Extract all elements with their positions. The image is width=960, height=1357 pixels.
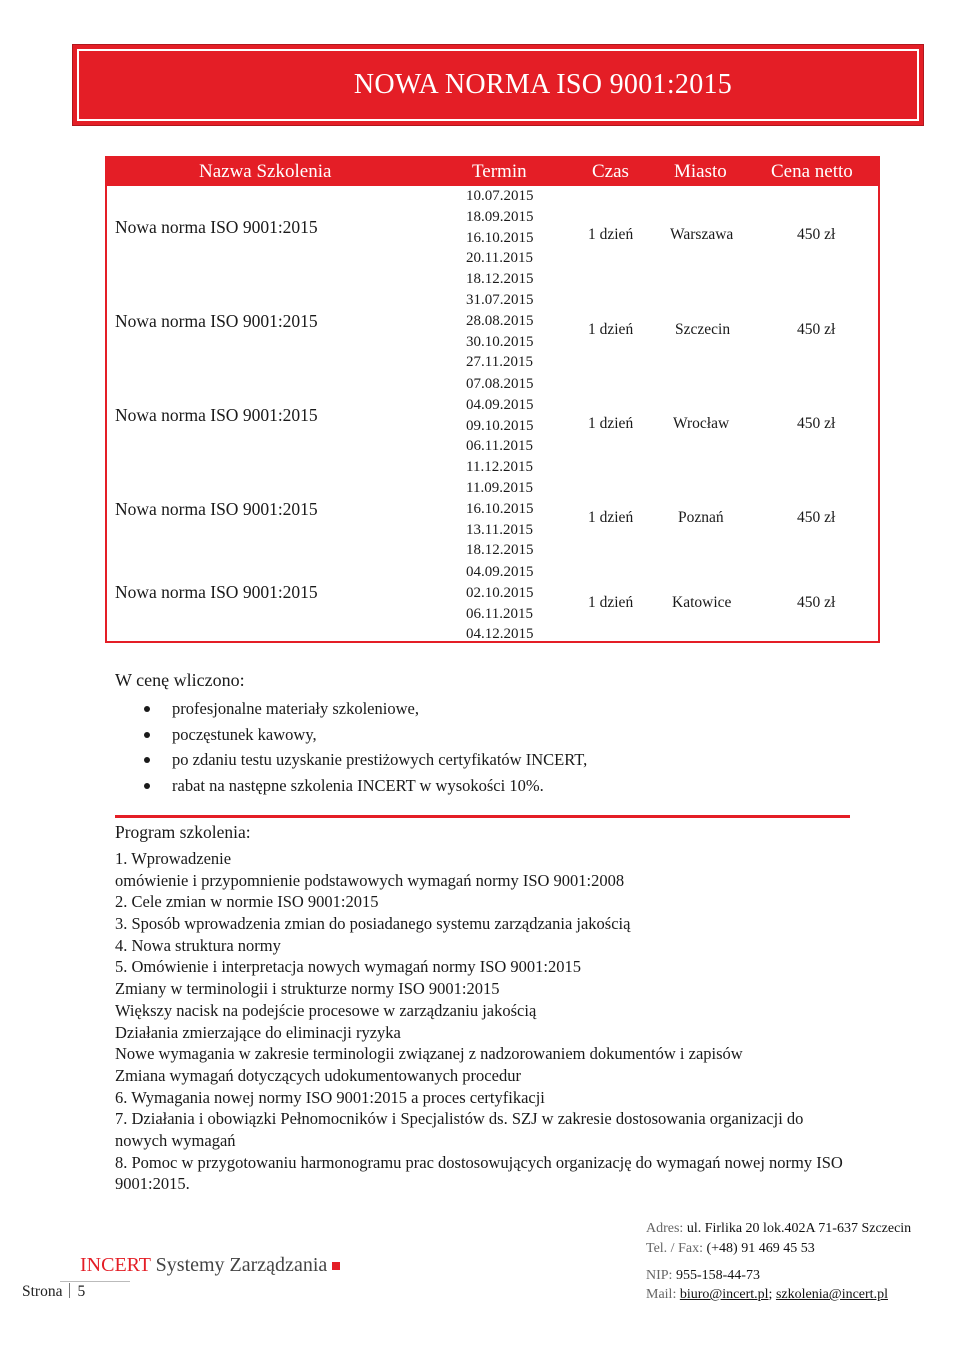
mail-label: Mail:	[646, 1287, 677, 1302]
date-item: 18.09.2015	[466, 208, 534, 225]
title-banner-frame	[77, 49, 919, 121]
duration: 1 dzień	[588, 509, 634, 526]
page-value: 5	[77, 1283, 86, 1300]
table-row	[107, 562, 878, 643]
date-item: 18.12.2015	[466, 542, 534, 559]
address-value: ul. Firlika 20 lok.402A 71-637 Szczecin	[686, 1221, 912, 1236]
company-logo	[80, 1254, 340, 1277]
list-item: rabat na następne szkolenia INCERT w wysokości 10%.	[142, 773, 587, 799]
program-line: Zmiana wymagań dotyczących udokumentowanych procedur	[115, 1065, 521, 1085]
price: 450 zł	[797, 594, 836, 611]
table-row	[107, 186, 878, 290]
mail-separator: ;	[768, 1287, 773, 1302]
contact-nip	[646, 1268, 760, 1284]
date-item: 06.11.2015	[466, 438, 533, 455]
mail-link-biuro[interactable]: biuro@incert.pl	[679, 1287, 769, 1302]
duration: 1 dzień	[588, 594, 634, 611]
program-line: 1. Wprowadzenie	[115, 849, 232, 868]
date-list	[466, 562, 546, 645]
date-item: 30.10.2015	[466, 333, 534, 350]
city: Poznań	[678, 509, 724, 526]
program-line: 6. Wymagania nowej normy ISO 9001:2015 a proces certyfikacji	[115, 1087, 545, 1107]
table-row	[107, 290, 878, 374]
program-line: 4. Nowa struktura normy	[115, 935, 281, 955]
price: 450 zł	[797, 226, 836, 243]
price: 450 zł	[797, 321, 836, 338]
city: Wrocław	[673, 415, 730, 432]
date-item: 20.11.2015	[466, 250, 533, 267]
program-line: 8. Pomoc w przygotowaniu harmonogramu prac dostosowujących organizację do wymagań nowej normy ISO 9001:2015.	[115, 1152, 843, 1194]
training-name: Nowa norma ISO 9001:2015	[115, 582, 318, 602]
date-item: 11.09.2015	[466, 480, 533, 496]
date-list	[466, 290, 546, 373]
date-item: 10.07.2015	[466, 188, 534, 204]
nip-value: 955-158-44-73	[675, 1268, 760, 1283]
table-row	[107, 478, 878, 562]
nip-label: NIP:	[646, 1268, 673, 1283]
title-banner	[72, 44, 924, 126]
contact-phone	[646, 1241, 815, 1257]
page-separator	[69, 1283, 70, 1298]
document-title: NOWA NORMA ISO 9001:2015	[353, 69, 733, 100]
date-item: 27.11.2015	[466, 354, 533, 371]
program-line: Większy nacisk na podejście procesowe w zarządzaniu jakością	[115, 1000, 537, 1020]
section-divider	[115, 815, 850, 818]
duration: 1 dzień	[588, 415, 634, 432]
program-line: omówienie i przypomnienie podstawowych wymagań normy ISO 9001:2008	[115, 870, 625, 890]
included-list	[142, 696, 587, 799]
price: 450 zł	[797, 509, 836, 526]
header-price: Cena netto	[771, 161, 853, 182]
program-line: 3. Sposób wprowadzenia zmian do posiadanego systemu zarządzania jakością	[115, 914, 631, 934]
list-item: poczęstunek kawowy,	[142, 722, 587, 748]
training-name: Nowa norma ISO 9001:2015	[115, 405, 318, 425]
date-item: 11.12.2015	[466, 459, 533, 476]
footer-divider	[60, 1281, 130, 1282]
mail-link-szkolenia[interactable]: szkolenia@incert.pl	[775, 1287, 888, 1302]
date-item: 31.07.2015	[466, 292, 534, 308]
header-city: Miasto	[674, 161, 727, 182]
address-label: Adres:	[646, 1221, 684, 1236]
date-list	[466, 186, 546, 290]
city: Warszawa	[670, 226, 734, 243]
list-item: po zdaniu testu uzyskanie prestiżowych certyfikatów INCERT,	[142, 747, 587, 773]
date-list	[466, 374, 546, 478]
table-row	[107, 374, 878, 478]
header-date: Termin	[472, 161, 527, 182]
header-duration: Czas	[592, 161, 629, 182]
date-item: 04.09.2015	[466, 396, 534, 413]
date-item: 04.09.2015	[466, 564, 534, 580]
duration: 1 dzień	[588, 321, 634, 338]
training-name: Nowa norma ISO 9001:2015	[115, 217, 318, 237]
program-line: Nowe wymagania w zakresie terminologii związanej z nadzorowaniem dokumentów i zapisów	[115, 1044, 743, 1064]
header-name: Nazwa Szkolenia	[199, 161, 332, 182]
contact-mail	[646, 1287, 888, 1303]
program-line: 2. Cele zmian w normie ISO 9001:2015	[115, 892, 379, 912]
contact-address	[646, 1221, 911, 1237]
city: Katowice	[672, 594, 732, 611]
program-line: Zmiany w terminologii i strukturze normy ISO 9001:2015	[115, 979, 500, 999]
date-item: 07.08.2015	[466, 376, 534, 392]
page-number	[22, 1283, 85, 1301]
date-item: 16.10.2015	[466, 229, 534, 246]
brand-name: INCERT	[80, 1254, 151, 1276]
program-line: Działania zmierzające do eliminacji ryzyka	[115, 1022, 401, 1042]
date-item: 16.10.2015	[466, 500, 534, 517]
included-heading: W cenę wliczono:	[115, 670, 245, 690]
program-heading: Program szkolenia:	[115, 822, 251, 842]
city: Szczecin	[675, 321, 731, 338]
program-list	[115, 848, 855, 1195]
date-item: 06.11.2015	[466, 605, 533, 622]
brand-tagline: Systemy Zarządzania	[155, 1254, 328, 1276]
training-name: Nowa norma ISO 9001:2015	[115, 311, 318, 331]
date-item: 09.10.2015	[466, 417, 534, 434]
price: 450 zł	[797, 415, 836, 432]
phone-label: Tel. / Fax:	[646, 1241, 703, 1256]
program-line: 5. Omówienie i interpretacja nowych wymagań normy ISO 9001:2015	[115, 957, 582, 977]
date-item: 02.10.2015	[466, 584, 534, 601]
date-list	[466, 478, 546, 561]
training-schedule-table	[105, 156, 880, 643]
table-header	[107, 158, 878, 186]
training-name: Nowa norma ISO 9001:2015	[115, 499, 318, 519]
date-item: 04.12.2015	[466, 626, 534, 643]
program-line: 7. Działania i obowiązki Pełnomocników i Specjalistów ds. SZJ w zakresie dostosowania organizacji do nowych wymagań	[115, 1109, 804, 1150]
date-item: 13.11.2015	[466, 521, 533, 538]
page-label: Strona	[22, 1283, 63, 1300]
list-item: profesjonalne materiały szkoleniowe,	[142, 696, 587, 722]
date-item: 28.08.2015	[466, 312, 534, 329]
duration: 1 dzień	[588, 226, 634, 243]
brand-square-icon	[332, 1262, 340, 1270]
phone-value: (+48) 91 469 45 53	[706, 1241, 815, 1256]
date-item: 18.12.2015	[466, 271, 534, 288]
